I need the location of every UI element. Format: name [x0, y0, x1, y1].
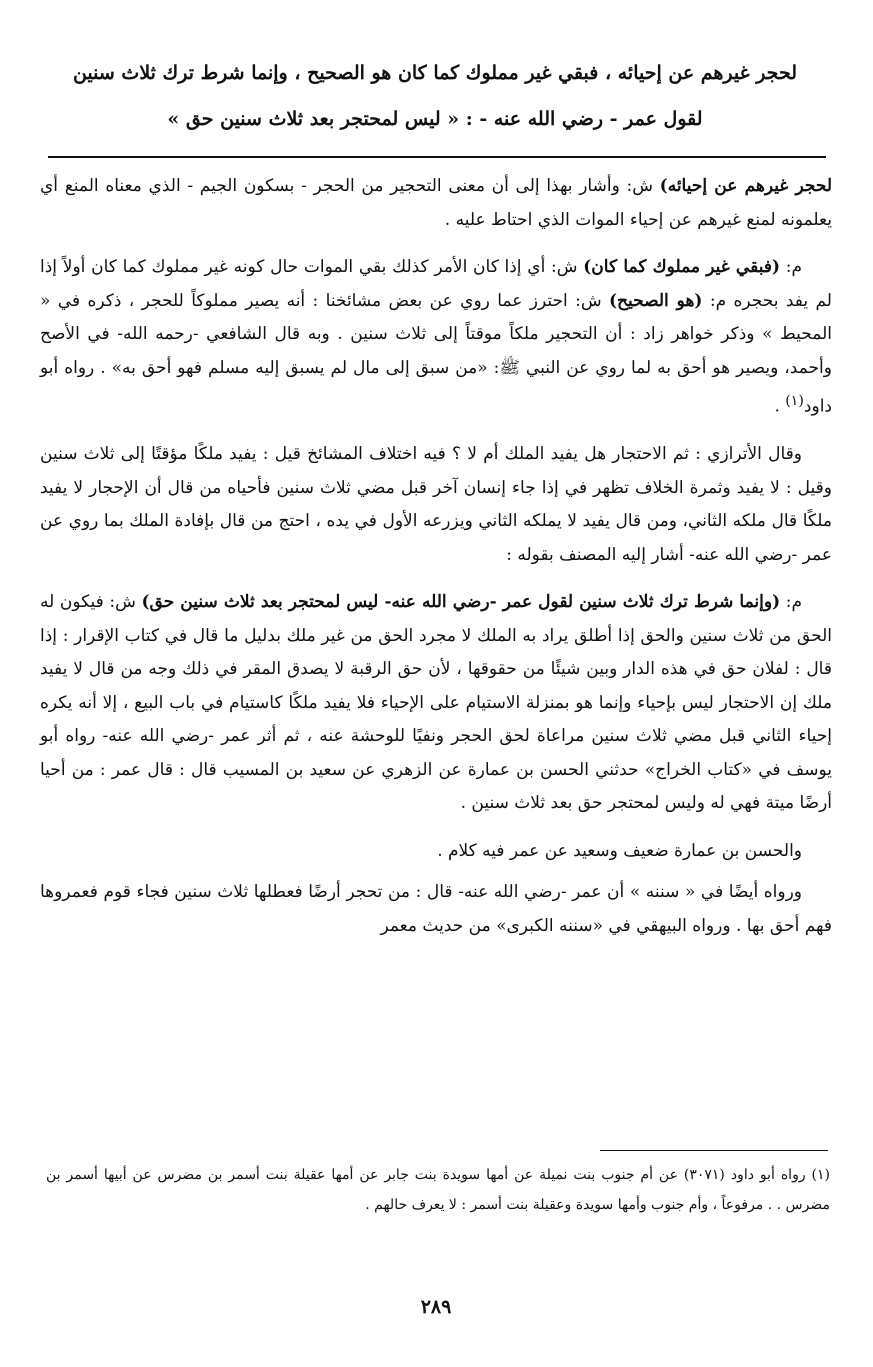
- commentary-text: ش: احترز عما روي عن بعض مشائخنا : أنه يصير مملوكاً للحجر ، ذكره في « المحيط » وذكر خواهر زاد : أن التحجير ملكاً موقتاً إلى ثلاث سنين . وبه قال الشافعي -رحمه الله- في الأصح وأحمد، ويصير هو أحق به لما روي عن النبي ﷺ: «من سبق إلى مال لم يسبق إليه مسلم فهو أحق به» . رواه أبو داود: [40, 290, 832, 417]
- commentary-quote: (هو الصحيح): [609, 290, 703, 311]
- matn-line-1: لحجر غيرهم عن إحيائه ، فبقي غير مملوك كما كان هو الصحيح ، وإنما شرط ترك ثلاث سنين: [72, 62, 798, 84]
- footnote: [46, 1160, 830, 1220]
- commentary-paragraph-4: [40, 586, 832, 821]
- matn-line-2: لقول عمر - رضي الله عنه - : « ليس لمحتجر بعد ثلاث سنين حق »: [167, 108, 703, 130]
- commentary-paragraph-5: والحسن بن عمارة ضعيف وسعيد عن عمر فيه كلام .: [437, 840, 802, 861]
- footnote-text: (١) رواه أبو داود (٣٠٧١) عن أم جنوب بنت نميلة عن أمها سويدة بنت جابر عن أمها عقيلة بنت أسمر بن مضرس عن أبيها أسمر بن مضرس . . مرفوعاً ، وأم جنوب وأمها سويدة وعقيلة بنت أسمر : لا يعرف حالهم .: [46, 1167, 830, 1213]
- commentary-paragraph-1: [40, 170, 832, 237]
- commentary-text: ش: أي إذا كان الأمر كذلك بقي الموات حال كونه غير مملوك كما كان أولاً إذا لم يفد بحجره م:: [40, 257, 832, 311]
- footnote-rule: [600, 1150, 828, 1151]
- commentary-paragraph-6: ورواه أيضًا في « سننه » أن عمر -رضي الله عنه- قال : من تحجر أرضًا فعطلها ثلاث سنين فجاء قوم فعمروها فهم أحق بها . ورواه البيهقي في «سننه الكبرى» من حديث معمر: [40, 882, 832, 936]
- matn-text: [40, 50, 830, 142]
- page-number: ٢٨٩: [420, 1296, 452, 1318]
- matn-marker: م:: [780, 257, 802, 277]
- matn-marker: م:: [780, 592, 802, 613]
- commentary-quote: (وإنما شرط ترك ثلاث سنين لقول عمر -رضي الله عنه- ليس لمحتجر بعد ثلاث سنين حق): [141, 592, 781, 613]
- commentary-text: ش: وأشار بهذا إلى أن معنى التحجير من الحجر - بسكون الجيم - الذي معناه المنع أي يعلمونه لمنع غيرهم عن إحياء الموات الذي احتاط عليه .: [40, 176, 832, 230]
- commentary-body: [40, 170, 832, 957]
- footnote-reference: (١): [785, 393, 804, 409]
- commentary-paragraph-3: وقال الأترازي : ثم الاحتجار هل يفيد الملك أم لا ؟ فيه اختلاف المشائخ قيل : يفيد ملكًا مؤقتًا إلى ثلاث سنين وقيل : لا يفيد وثمرة الخلاف تظهر في إذا جاء إنسان آخر قبل مضي ثلاث سنين فأحياه من قال أن الإحجار لا يفيد ملكًا قال ملكه الثاني، ومن قال يفيد لا يملكه الثاني ويزرعه الأول في يده ، احتج من قال بإفادة الملك بما روي عن عمر -رضي الله عنه- أشار إليه المصنف بقوله :: [40, 444, 832, 565]
- commentary-quote: (فبقي غير مملوك كما كان): [583, 257, 780, 277]
- commentary-text: .: [774, 396, 786, 417]
- separator-rule: [48, 156, 826, 158]
- commentary-quote: لحجر غيرهم عن إحيائه): [659, 176, 832, 196]
- commentary-paragraph-2: [40, 251, 832, 424]
- commentary-text: ش: فيكون له الحق من ثلاث سنين والحق إذا أطلق يراد به الملك لا مجرد الحق من غير ملك بدليل ما قال في كتاب الإقرار : إذا قال : لفلان حق في هذه الدار وبين شيئًا من حقوقها ، لأن حق الرقبة لا يصدق المقر في ذلك وجه من قال لا يفيد ملك إن الاحتجار ليس بإحياء وإنما هو بمنزلة الاستيام على الإحياء فلا يفيد ملكًا كاستيام في باب البيع ، إلا أنه يكره إحياء الثاني قبل مضي ثلاث سنين مراعاة لحق الحجر ونفيًا للوحشة عنه ، ثم أثر عمر -رضي الله عنه- رواه أبو يوسف في «كتاب الخراج» حدثني الحسن بن عمارة عن الزهري عن سعيد بن المسيب قال : قال عمر : من أحيا أرضًا ميتة فهي له وليس لمحتجر حق بعد ثلاث سنين .: [40, 592, 832, 814]
